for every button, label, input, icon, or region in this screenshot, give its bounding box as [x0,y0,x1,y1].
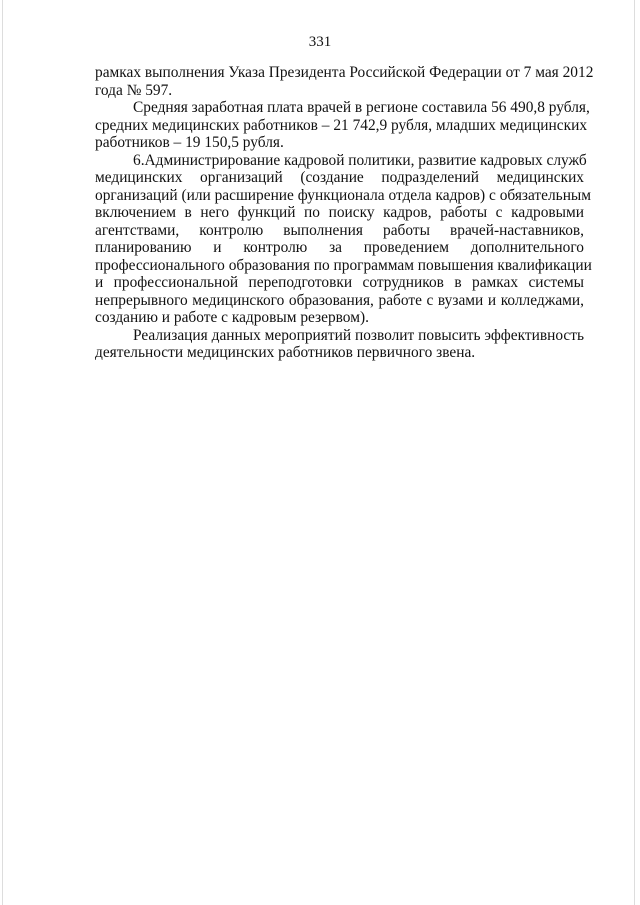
text-line: рамках выполнения Указа Президента Российской Федерации от 7 мая 2012 [95,64,594,81]
document-body [95,64,594,362]
text-line: планированию и контролю за проведением дополнительного [95,239,584,256]
text-line: агентствами, контролю выполнения работы врачей-наставников, [95,221,584,239]
text-line: и профессиональной переподготовки сотрудников в рамках системы [95,274,584,291]
text-line: организаций (или расширение функционала отдела кадров) с обязательным [95,186,592,204]
page-number: 331 [308,34,332,50]
text-line: Реализация данных мероприятий позволит повысить эффективность [133,326,584,344]
text-line: работников – 19 150,5 рубля. [95,134,284,151]
text-line: медицинских организаций (создание подразделений медицинских [95,169,584,186]
scan-edge-left [2,0,3,905]
text-line: Средняя заработная плата врачей в регионе составила 56 490,8 рубля, [133,99,590,116]
text-line: созданию и работе с кадровым резервом). [95,309,369,326]
text-line: непрерывного медицинского образования, работе с вузами и колледжами, [95,291,584,309]
text-line: года № 597. [95,81,173,99]
text-line: профессионального образования по программам повышения квалификации [95,256,592,274]
text-line: деятельности медицинских работников первичного звена. [95,344,476,361]
text-line: 6.Администрирование кадровой политики, развитие кадровых служб [133,151,587,169]
text-line: средних медицинских работников – 21 742,9 рубля, младших медицинских [95,116,588,134]
text-line: включением в него функций по поиску кадров, работы с кадровыми [95,204,584,221]
scan-edge-right [634,0,635,905]
